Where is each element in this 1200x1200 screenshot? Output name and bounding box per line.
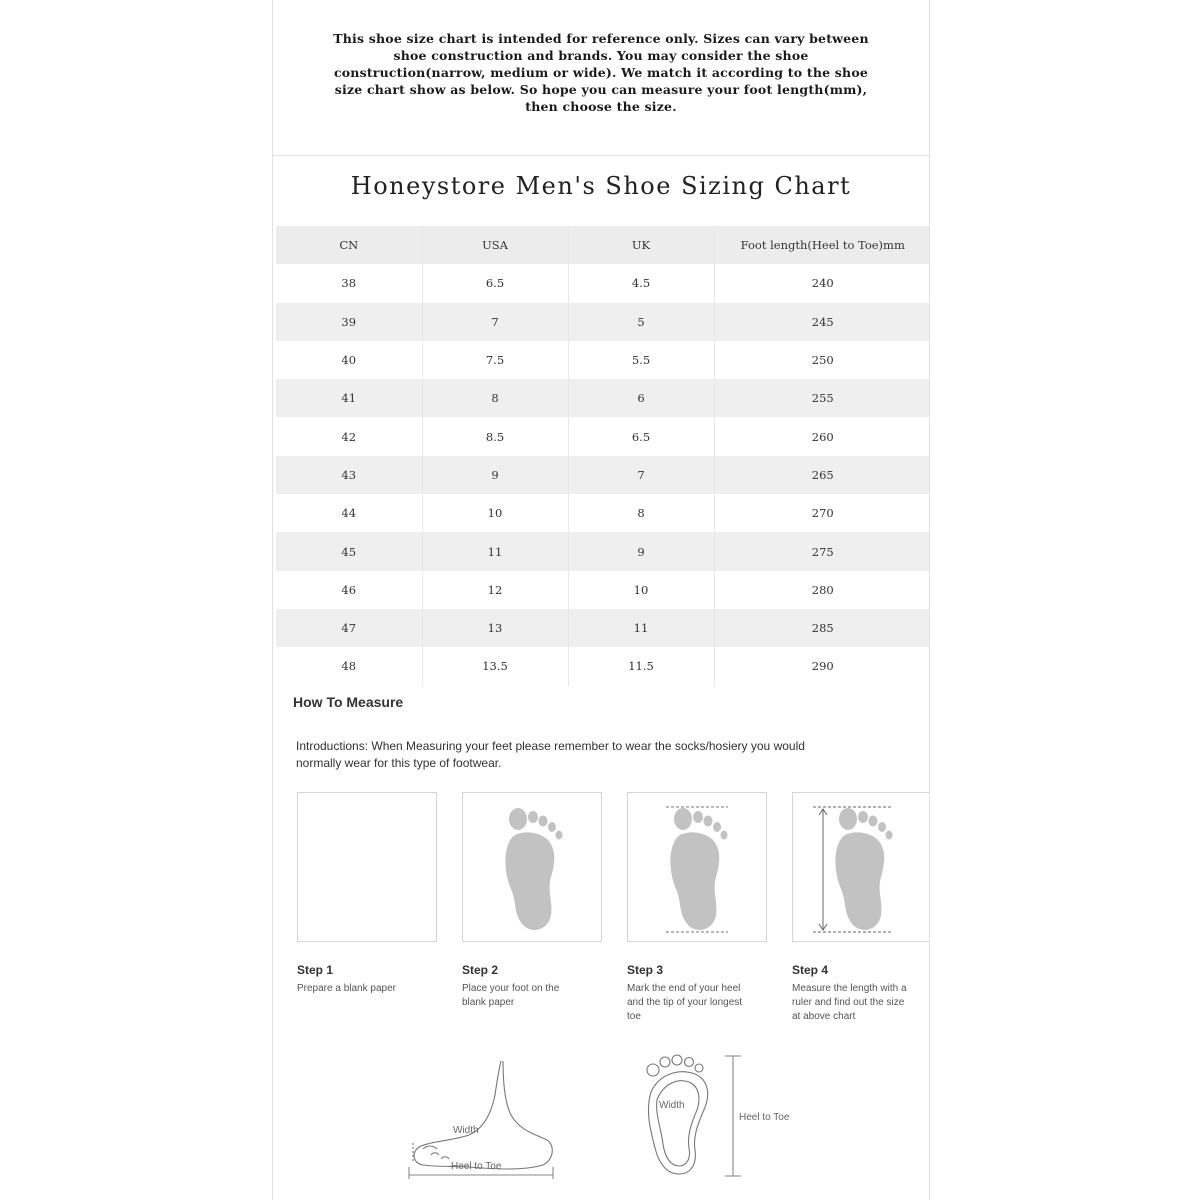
header-usa: USA <box>422 226 568 264</box>
measure-introduction <box>296 738 930 772</box>
cell-foot-length: 265 <box>811 467 834 482</box>
step-desc-line: Mark the end of your heel <box>627 983 741 994</box>
disclaimer-line: construction(narrow, medium or wide). We match it according to the shoe <box>333 65 869 80</box>
cell-usa: 7 <box>422 303 568 341</box>
step1-title: Step 1 <box>297 963 334 977</box>
cell-cn: 38 <box>276 264 422 302</box>
cell-usa: 12 <box>422 571 568 609</box>
table-row <box>276 609 930 647</box>
footprint-icon <box>463 793 603 943</box>
table-header-row <box>276 226 930 264</box>
cell-foot-length: 260 <box>811 429 834 444</box>
table-row <box>276 341 930 379</box>
step-desc-line: and the tip of your longest <box>627 997 743 1008</box>
cell-foot-length: 280 <box>811 582 834 597</box>
table-row <box>276 264 930 302</box>
cell-usa: 10 <box>422 494 568 532</box>
step-desc-line: toe <box>627 1011 641 1022</box>
cell-usa: 7.5 <box>422 341 568 379</box>
step2-title: Step 2 <box>462 963 499 977</box>
cell-foot-length: 290 <box>811 659 834 674</box>
size-table <box>276 226 930 686</box>
step4-description <box>792 982 930 1024</box>
header-cn: CN <box>276 226 422 264</box>
header-foot-length: Foot length(Heel to Toe)mm <box>740 238 905 253</box>
cell-uk: 8 <box>568 494 714 532</box>
step2-footprint-image <box>462 792 602 942</box>
cell-usa: 9 <box>422 456 568 494</box>
cell-usa: 8 <box>422 379 568 417</box>
how-to-measure-heading: How To Measure <box>293 694 404 710</box>
cell-uk: 11.5 <box>568 647 714 685</box>
step-desc-line: Place your foot on the <box>462 983 560 994</box>
cell-foot-length: 250 <box>811 353 834 368</box>
cell-foot-length: 285 <box>811 621 834 636</box>
cell-uk: 6.5 <box>568 417 714 455</box>
step-desc-line: ruler and find out the size <box>792 997 905 1008</box>
cell-usa: 13 <box>422 609 568 647</box>
size-chart-sheet <box>272 0 930 1200</box>
cell-uk: 5 <box>568 303 714 341</box>
step-desc-line: Prepare a blank paper <box>297 983 396 994</box>
intro-line: normally wear for this type of footwear. <box>296 756 502 770</box>
sole-outline <box>648 1072 707 1174</box>
cell-foot-length: 270 <box>811 506 834 521</box>
side-foot-diagram <box>403 1055 563 1180</box>
cell-cn: 46 <box>276 571 422 609</box>
cell-uk: 11 <box>568 609 714 647</box>
cell-cn: 41 <box>276 379 422 417</box>
step-desc-line: at above chart <box>792 1011 856 1022</box>
step1-description <box>297 982 445 996</box>
cell-usa: 8.5 <box>422 417 568 455</box>
side-length-label: Heel to Toe <box>451 1161 502 1172</box>
table-row <box>276 494 930 532</box>
cell-uk: 4.5 <box>568 264 714 302</box>
step-desc-line: Measure the length with a <box>792 983 907 994</box>
cell-uk: 6 <box>568 379 714 417</box>
table-row <box>276 303 930 341</box>
footprint-ruler-icon <box>793 793 930 943</box>
side-width-label: Width <box>453 1125 479 1136</box>
disclaimer-line: This shoe size chart is intended for reference only. Sizes can vary between <box>333 31 869 46</box>
cell-usa: 11 <box>422 532 568 570</box>
cell-foot-length: 240 <box>811 276 834 291</box>
sole-diagram <box>633 1052 793 1182</box>
step4-footprint-measured-image <box>792 792 930 942</box>
header-uk: UK <box>568 226 714 264</box>
cell-uk: 7 <box>568 456 714 494</box>
table-row <box>276 647 930 685</box>
table-row <box>276 571 930 609</box>
intro-line: Introductions: When Measuring your feet please remember to wear the socks/hosiery you would <box>296 739 805 753</box>
cell-cn: 42 <box>276 417 422 455</box>
table-row <box>276 417 930 455</box>
cell-cn: 45 <box>276 532 422 570</box>
cell-cn: 44 <box>276 494 422 532</box>
table-row <box>276 379 930 417</box>
step-desc-line: blank paper <box>462 997 515 1008</box>
divider <box>273 155 929 156</box>
step2-description <box>462 982 610 1010</box>
cell-cn: 40 <box>276 341 422 379</box>
sole-width-label: Width <box>659 1100 685 1111</box>
cell-cn: 39 <box>276 303 422 341</box>
table-row <box>276 456 930 494</box>
cell-usa: 6.5 <box>422 264 568 302</box>
step3-footprint-marked-image <box>627 792 767 942</box>
step4-title: Step 4 <box>792 963 829 977</box>
cell-foot-length: 245 <box>811 314 834 329</box>
cell-usa: 13.5 <box>422 647 568 685</box>
step1-blank-paper-image <box>297 792 437 942</box>
disclaimer-line: shoe construction and brands. You may consider the shoe <box>393 48 809 63</box>
cell-uk: 5.5 <box>568 341 714 379</box>
disclaimer-line: size chart show as below. So hope you can measure your foot length(mm), <box>334 82 868 97</box>
cell-cn: 47 <box>276 609 422 647</box>
cell-foot-length: 275 <box>811 544 834 559</box>
table-row <box>276 532 930 570</box>
cell-foot-length: 255 <box>811 391 834 406</box>
cell-cn: 43 <box>276 456 422 494</box>
disclaimer-line: then choose the size. <box>525 99 677 114</box>
step3-description <box>627 982 775 1024</box>
sole-length-label: Heel to Toe <box>739 1112 790 1123</box>
disclaimer-text <box>273 30 929 115</box>
cell-cn: 48 <box>276 647 422 685</box>
footprint-marked-icon <box>628 793 768 943</box>
chart-title: Honeystore Men's Shoe Sizing Chart <box>350 172 852 200</box>
cell-uk: 10 <box>568 571 714 609</box>
step3-title: Step 3 <box>627 963 664 977</box>
cell-uk: 9 <box>568 532 714 570</box>
